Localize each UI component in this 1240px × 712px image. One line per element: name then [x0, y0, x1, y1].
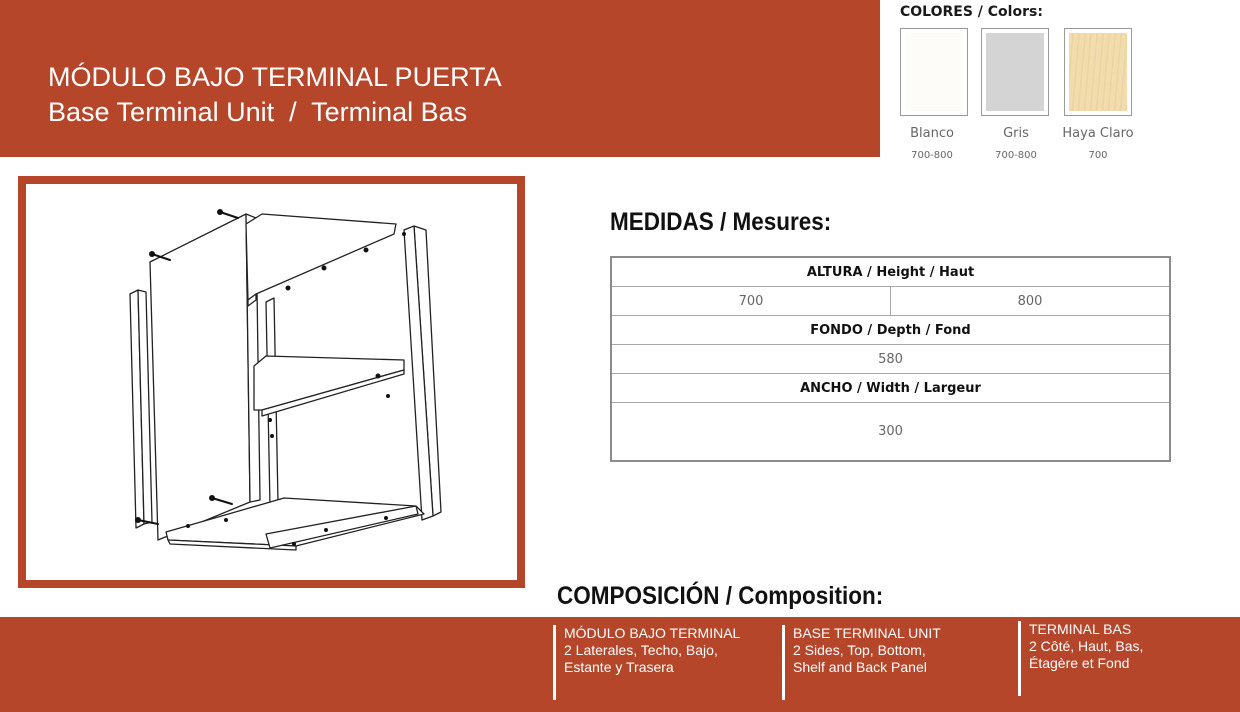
swatch-gris-fill: [986, 33, 1044, 111]
swatch-haya-claro-label: Haya Claro: [1062, 126, 1134, 141]
composition-line2-en: Shelf and Back Panel: [793, 659, 927, 675]
header-band: [0, 0, 880, 157]
height-value-700: 700: [738, 293, 764, 309]
depth-label: FONDO / Depth / Fond: [612, 316, 1169, 345]
composition-title-en: BASE TERMINAL UNIT: [793, 625, 941, 641]
composition-line2-es: Estante y Trasera: [564, 659, 674, 675]
swatch-haya-claro-range: 700: [1088, 150, 1108, 161]
composition-band: [0, 617, 1240, 712]
swatch-haya-claro-fill: [1069, 33, 1127, 111]
swatch-blanco-range: 700-800: [911, 150, 953, 161]
composition-line1-en: 2 Sides, Top, Bottom,: [793, 642, 926, 658]
swatch-haya-claro[interactable]: [1064, 28, 1132, 116]
swatch-blanco[interactable]: [900, 28, 968, 116]
composition-title-fr: TERMINAL BAS: [1029, 621, 1132, 637]
width-label: ANCHO / Width / Largeur: [612, 374, 1169, 403]
swatch-gris-range: 700-800: [995, 150, 1037, 161]
composition-column-fr: [1018, 621, 1143, 696]
product-subtitle: Base Terminal Unit / Terminal Bas: [48, 97, 468, 127]
height-value-800: 800: [890, 287, 1169, 315]
swatch-gris-label: Gris: [1003, 126, 1029, 141]
width-value: 300: [878, 424, 903, 439]
composition-line1-fr: 2 Côté, Haut, Bas,: [1029, 638, 1144, 654]
composition-heading: COMPOSICIÓN / Composition:: [557, 582, 884, 610]
swatch-blanco-label: Blanco: [910, 126, 954, 141]
composition-title-es: MÓDULO BAJO TERMINAL: [564, 625, 741, 641]
swatch-gris[interactable]: [981, 28, 1049, 116]
cabinet-exploded-assembly-drawing: [26, 184, 517, 580]
composition-column-en: [782, 625, 941, 700]
colors-heading: COLORES / Colors:: [900, 4, 1043, 20]
measures-heading: MEDIDAS / Mesures:: [610, 208, 832, 236]
depth-value: 580: [612, 345, 1169, 374]
height-values-row: [612, 287, 1169, 316]
height-label: ALTURA / Height / Haut: [612, 258, 1169, 287]
composition-column-es: [553, 625, 740, 700]
drawing-frame: [18, 176, 525, 588]
product-title: MÓDULO BAJO TERMINAL PUERTA: [48, 62, 502, 92]
composition-line2-fr: Étagère et Fond: [1029, 655, 1130, 671]
swatch-blanco-fill: [905, 33, 963, 111]
composition-line1-es: 2 Laterales, Techo, Bajo,: [564, 642, 718, 658]
measures-table: [610, 256, 1171, 462]
